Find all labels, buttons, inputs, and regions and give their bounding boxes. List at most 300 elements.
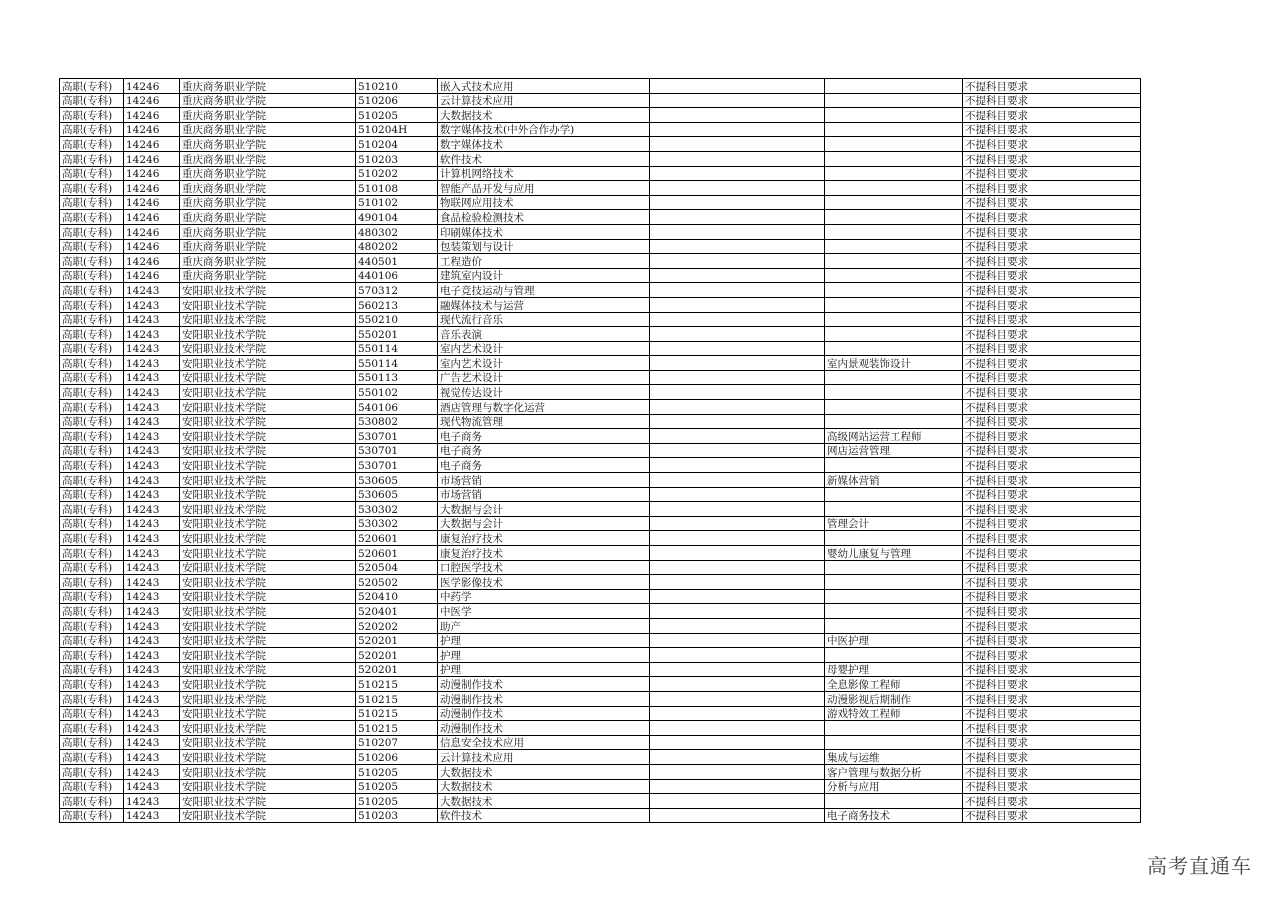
- level-cell: 高职(专科): [60, 108, 124, 123]
- level-cell: 高职(专科): [60, 400, 124, 415]
- major-name-cell: 医学影像技术: [438, 575, 650, 590]
- direction-cell: [825, 794, 963, 809]
- note-cell: [650, 297, 825, 312]
- direction-cell: 集成与运维: [825, 750, 963, 765]
- table-row: [60, 458, 1141, 473]
- school-code-cell: 14243: [124, 764, 180, 779]
- major-code-cell: 520410: [356, 589, 438, 604]
- admission-table: [59, 78, 1141, 823]
- major-name-cell: 康复治疗技术: [438, 531, 650, 546]
- table-row: [60, 385, 1141, 400]
- note-cell: [650, 443, 825, 458]
- direction-cell: [825, 151, 963, 166]
- school-name-cell: 安阳职业技术学院: [180, 779, 356, 794]
- table-row: [60, 137, 1141, 152]
- major-name-cell: 大数据与会计: [438, 502, 650, 517]
- school-code-cell: 14243: [124, 502, 180, 517]
- table-row: [60, 648, 1141, 663]
- major-name-cell: 大数据技术: [438, 764, 650, 779]
- major-code-cell: 550102: [356, 385, 438, 400]
- table-row: [60, 254, 1141, 269]
- level-cell: 高职(专科): [60, 808, 124, 823]
- school-code-cell: 14243: [124, 458, 180, 473]
- school-name-cell: 安阳职业技术学院: [180, 618, 356, 633]
- subject-requirement-cell: 不提科目要求: [963, 779, 1141, 794]
- direction-cell: [825, 502, 963, 517]
- note-cell: [650, 400, 825, 415]
- note-cell: [650, 764, 825, 779]
- major-code-cell: 530701: [356, 458, 438, 473]
- table-row: [60, 122, 1141, 137]
- school-name-cell: 安阳职业技术学院: [180, 735, 356, 750]
- level-cell: 高职(专科): [60, 794, 124, 809]
- direction-cell: 室内景观装饰设计: [825, 356, 963, 371]
- level-cell: 高职(专科): [60, 648, 124, 663]
- table-row: [60, 618, 1141, 633]
- school-name-cell: 重庆商务职业学院: [180, 108, 356, 123]
- table-row: [60, 108, 1141, 123]
- major-code-cell: 510210: [356, 79, 438, 94]
- table-row: [60, 677, 1141, 692]
- school-name-cell: 安阳职业技术学院: [180, 764, 356, 779]
- major-name-cell: 数字媒体技术: [438, 137, 650, 152]
- level-cell: 高职(专科): [60, 691, 124, 706]
- direction-cell: [825, 93, 963, 108]
- note-cell: [650, 458, 825, 473]
- major-code-cell: 540106: [356, 400, 438, 415]
- level-cell: 高职(专科): [60, 385, 124, 400]
- school-name-cell: 安阳职业技术学院: [180, 429, 356, 444]
- school-name-cell: 安阳职业技术学院: [180, 531, 356, 546]
- school-code-cell: 14243: [124, 546, 180, 561]
- major-code-cell: 520504: [356, 560, 438, 575]
- school-name-cell: 安阳职业技术学院: [180, 385, 356, 400]
- level-cell: 高职(专科): [60, 531, 124, 546]
- table-row: [60, 93, 1141, 108]
- subject-requirement-cell: 不提科目要求: [963, 283, 1141, 298]
- note-cell: [650, 691, 825, 706]
- major-name-cell: 市场营销: [438, 473, 650, 488]
- subject-requirement-cell: 不提科目要求: [963, 531, 1141, 546]
- note-cell: [650, 706, 825, 721]
- level-cell: 高职(专科): [60, 166, 124, 181]
- school-code-cell: 14246: [124, 181, 180, 196]
- direction-cell: [825, 239, 963, 254]
- major-code-cell: 510215: [356, 706, 438, 721]
- table-row: [60, 400, 1141, 415]
- table-row: [60, 516, 1141, 531]
- major-code-cell: 550201: [356, 327, 438, 342]
- major-code-cell: 550113: [356, 370, 438, 385]
- table-row: [60, 429, 1141, 444]
- subject-requirement-cell: 不提科目要求: [963, 327, 1141, 342]
- direction-cell: [825, 181, 963, 196]
- table-row: [60, 297, 1141, 312]
- major-name-cell: 大数据技术: [438, 779, 650, 794]
- table-row: [60, 341, 1141, 356]
- direction-cell: [825, 195, 963, 210]
- subject-requirement-cell: 不提科目要求: [963, 750, 1141, 765]
- direction-cell: 电子商务技术: [825, 808, 963, 823]
- level-cell: 高职(专科): [60, 706, 124, 721]
- school-code-cell: 14243: [124, 648, 180, 663]
- major-code-cell: 510207: [356, 735, 438, 750]
- level-cell: 高职(专科): [60, 516, 124, 531]
- subject-requirement-cell: 不提科目要求: [963, 443, 1141, 458]
- subject-requirement-cell: 不提科目要求: [963, 575, 1141, 590]
- note-cell: [650, 151, 825, 166]
- major-name-cell: 信息安全技术应用: [438, 735, 650, 750]
- school-name-cell: 安阳职业技术学院: [180, 691, 356, 706]
- note-cell: [650, 239, 825, 254]
- level-cell: 高职(专科): [60, 137, 124, 152]
- major-code-cell: 440501: [356, 254, 438, 269]
- table-row: [60, 224, 1141, 239]
- school-code-cell: 14243: [124, 618, 180, 633]
- subject-requirement-cell: 不提科目要求: [963, 618, 1141, 633]
- subject-requirement-cell: 不提科目要求: [963, 385, 1141, 400]
- subject-requirement-cell: 不提科目要求: [963, 502, 1141, 517]
- major-code-cell: 510203: [356, 151, 438, 166]
- school-name-cell: 重庆商务职业学院: [180, 166, 356, 181]
- watermark-text: 高考直通车: [1147, 854, 1252, 878]
- major-code-cell: 520201: [356, 633, 438, 648]
- major-name-cell: 电子商务: [438, 429, 650, 444]
- major-code-cell: 520601: [356, 531, 438, 546]
- major-code-cell: 530802: [356, 414, 438, 429]
- direction-cell: [825, 254, 963, 269]
- school-name-cell: 安阳职业技术学院: [180, 443, 356, 458]
- subject-requirement-cell: 不提科目要求: [963, 181, 1141, 196]
- note-cell: [650, 502, 825, 517]
- direction-cell: [825, 210, 963, 225]
- subject-requirement-cell: 不提科目要求: [963, 429, 1141, 444]
- table-row: [60, 473, 1141, 488]
- school-code-cell: 14246: [124, 268, 180, 283]
- direction-cell: [825, 166, 963, 181]
- school-name-cell: 安阳职业技术学院: [180, 283, 356, 298]
- note-cell: [650, 648, 825, 663]
- major-code-cell: 520601: [356, 546, 438, 561]
- subject-requirement-cell: 不提科目要求: [963, 312, 1141, 327]
- direction-cell: 分析与应用: [825, 779, 963, 794]
- table-row: [60, 268, 1141, 283]
- level-cell: 高职(专科): [60, 414, 124, 429]
- note-cell: [650, 794, 825, 809]
- school-code-cell: 14243: [124, 297, 180, 312]
- major-code-cell: 520201: [356, 662, 438, 677]
- table-row: [60, 239, 1141, 254]
- direction-cell: [825, 648, 963, 663]
- table-row: [60, 779, 1141, 794]
- school-code-cell: 14243: [124, 589, 180, 604]
- school-code-cell: 14243: [124, 356, 180, 371]
- major-code-cell: 520502: [356, 575, 438, 590]
- school-name-cell: 安阳职业技术学院: [180, 750, 356, 765]
- major-name-cell: 云计算技术应用: [438, 93, 650, 108]
- major-code-cell: 510206: [356, 750, 438, 765]
- note-cell: [650, 195, 825, 210]
- school-name-cell: 安阳职业技术学院: [180, 341, 356, 356]
- major-code-cell: 510204: [356, 137, 438, 152]
- note-cell: [650, 429, 825, 444]
- table-row: [60, 560, 1141, 575]
- major-name-cell: 云计算技术应用: [438, 750, 650, 765]
- school-name-cell: 重庆商务职业学院: [180, 195, 356, 210]
- school-code-cell: 14246: [124, 239, 180, 254]
- school-name-cell: 安阳职业技术学院: [180, 458, 356, 473]
- table-row: [60, 706, 1141, 721]
- major-code-cell: 550114: [356, 356, 438, 371]
- level-cell: 高职(专科): [60, 210, 124, 225]
- direction-cell: 全息影像工程师: [825, 677, 963, 692]
- note-cell: [650, 166, 825, 181]
- subject-requirement-cell: 不提科目要求: [963, 414, 1141, 429]
- note-cell: [650, 575, 825, 590]
- major-name-cell: 食品检验检测技术: [438, 210, 650, 225]
- table-row: [60, 79, 1141, 94]
- note-cell: [650, 93, 825, 108]
- school-code-cell: 14246: [124, 137, 180, 152]
- major-code-cell: 510215: [356, 691, 438, 706]
- direction-cell: [825, 735, 963, 750]
- major-code-cell: 510205: [356, 794, 438, 809]
- direction-cell: [825, 589, 963, 604]
- note-cell: [650, 108, 825, 123]
- school-code-cell: 14243: [124, 575, 180, 590]
- major-name-cell: 大数据与会计: [438, 516, 650, 531]
- direction-cell: 游戏特效工程师: [825, 706, 963, 721]
- direction-cell: 网店运营管理: [825, 443, 963, 458]
- school-name-cell: 安阳职业技术学院: [180, 560, 356, 575]
- table-row: [60, 531, 1141, 546]
- major-code-cell: 440106: [356, 268, 438, 283]
- school-name-cell: 安阳职业技术学院: [180, 297, 356, 312]
- direction-cell: [825, 604, 963, 619]
- major-name-cell: 电子商务: [438, 443, 650, 458]
- subject-requirement-cell: 不提科目要求: [963, 93, 1141, 108]
- subject-requirement-cell: 不提科目要求: [963, 764, 1141, 779]
- major-name-cell: 护理: [438, 662, 650, 677]
- level-cell: 高职(专科): [60, 370, 124, 385]
- table-row: [60, 589, 1141, 604]
- major-code-cell: 520201: [356, 648, 438, 663]
- level-cell: 高职(专科): [60, 429, 124, 444]
- note-cell: [650, 531, 825, 546]
- school-name-cell: 重庆商务职业学院: [180, 79, 356, 94]
- school-name-cell: 安阳职业技术学院: [180, 808, 356, 823]
- note-cell: [650, 341, 825, 356]
- direction-cell: [825, 341, 963, 356]
- subject-requirement-cell: 不提科目要求: [963, 691, 1141, 706]
- subject-requirement-cell: 不提科目要求: [963, 516, 1141, 531]
- note-cell: [650, 487, 825, 502]
- direction-cell: 母婴护理: [825, 662, 963, 677]
- level-cell: 高职(专科): [60, 297, 124, 312]
- table-row: [60, 575, 1141, 590]
- level-cell: 高职(专科): [60, 181, 124, 196]
- major-code-cell: 530605: [356, 487, 438, 502]
- major-name-cell: 护理: [438, 648, 650, 663]
- note-cell: [650, 604, 825, 619]
- major-code-cell: 510205: [356, 779, 438, 794]
- table-body: [60, 79, 1141, 823]
- major-name-cell: 动漫制作技术: [438, 721, 650, 736]
- level-cell: 高职(专科): [60, 239, 124, 254]
- major-name-cell: 动漫制作技术: [438, 706, 650, 721]
- major-name-cell: 动漫制作技术: [438, 691, 650, 706]
- level-cell: 高职(专科): [60, 458, 124, 473]
- table-row: [60, 487, 1141, 502]
- school-code-cell: 14246: [124, 108, 180, 123]
- major-code-cell: 560213: [356, 297, 438, 312]
- note-cell: [650, 283, 825, 298]
- direction-cell: [825, 137, 963, 152]
- direction-cell: [825, 618, 963, 633]
- major-name-cell: 室内艺术设计: [438, 341, 650, 356]
- school-name-cell: 安阳职业技术学院: [180, 677, 356, 692]
- major-code-cell: 530302: [356, 516, 438, 531]
- major-name-cell: 电子竞技运动与管理: [438, 283, 650, 298]
- note-cell: [650, 618, 825, 633]
- table-row: [60, 327, 1141, 342]
- major-name-cell: 嵌入式技术应用: [438, 79, 650, 94]
- direction-cell: [825, 297, 963, 312]
- subject-requirement-cell: 不提科目要求: [963, 239, 1141, 254]
- school-name-cell: 安阳职业技术学院: [180, 662, 356, 677]
- major-name-cell: 融媒体技术与运营: [438, 297, 650, 312]
- major-code-cell: 570312: [356, 283, 438, 298]
- level-cell: 高职(专科): [60, 575, 124, 590]
- major-name-cell: 现代物流管理: [438, 414, 650, 429]
- level-cell: 高职(专科): [60, 79, 124, 94]
- subject-requirement-cell: 不提科目要求: [963, 297, 1141, 312]
- school-name-cell: 安阳职业技术学院: [180, 604, 356, 619]
- table-row: [60, 195, 1141, 210]
- direction-cell: 婴幼儿康复与管理: [825, 546, 963, 561]
- subject-requirement-cell: 不提科目要求: [963, 356, 1141, 371]
- school-name-cell: 重庆商务职业学院: [180, 151, 356, 166]
- school-name-cell: 重庆商务职业学院: [180, 239, 356, 254]
- major-name-cell: 康复治疗技术: [438, 546, 650, 561]
- school-name-cell: 重庆商务职业学院: [180, 181, 356, 196]
- school-code-cell: 14243: [124, 779, 180, 794]
- subject-requirement-cell: 不提科目要求: [963, 546, 1141, 561]
- direction-cell: [825, 327, 963, 342]
- school-code-cell: 14243: [124, 385, 180, 400]
- note-cell: [650, 356, 825, 371]
- table-row: [60, 502, 1141, 517]
- level-cell: 高职(专科): [60, 224, 124, 239]
- major-name-cell: 酒店管理与数字化运营: [438, 400, 650, 415]
- subject-requirement-cell: 不提科目要求: [963, 633, 1141, 648]
- major-code-cell: 510102: [356, 195, 438, 210]
- major-name-cell: 中药学: [438, 589, 650, 604]
- note-cell: [650, 662, 825, 677]
- major-name-cell: 助产: [438, 618, 650, 633]
- subject-requirement-cell: 不提科目要求: [963, 677, 1141, 692]
- direction-cell: 动漫影视后期制作: [825, 691, 963, 706]
- subject-requirement-cell: 不提科目要求: [963, 473, 1141, 488]
- major-name-cell: 视觉传达设计: [438, 385, 650, 400]
- table-row: [60, 283, 1141, 298]
- major-code-cell: 510202: [356, 166, 438, 181]
- direction-cell: [825, 400, 963, 415]
- school-code-cell: 14243: [124, 735, 180, 750]
- direction-cell: [825, 414, 963, 429]
- note-cell: [650, 633, 825, 648]
- major-code-cell: 510204H: [356, 122, 438, 137]
- school-code-cell: 14243: [124, 327, 180, 342]
- school-name-cell: 安阳职业技术学院: [180, 575, 356, 590]
- direction-cell: [825, 108, 963, 123]
- major-code-cell: 530605: [356, 473, 438, 488]
- direction-cell: 高级网站运营工程师: [825, 429, 963, 444]
- subject-requirement-cell: 不提科目要求: [963, 648, 1141, 663]
- note-cell: [650, 181, 825, 196]
- school-code-cell: 14243: [124, 560, 180, 575]
- school-code-cell: 14246: [124, 122, 180, 137]
- school-name-cell: 安阳职业技术学院: [180, 589, 356, 604]
- table-row: [60, 604, 1141, 619]
- note-cell: [650, 589, 825, 604]
- level-cell: 高职(专科): [60, 268, 124, 283]
- school-name-cell: 安阳职业技术学院: [180, 473, 356, 488]
- major-code-cell: 510205: [356, 764, 438, 779]
- level-cell: 高职(专科): [60, 604, 124, 619]
- note-cell: [650, 268, 825, 283]
- subject-requirement-cell: 不提科目要求: [963, 808, 1141, 823]
- school-name-cell: 安阳职业技术学院: [180, 502, 356, 517]
- school-code-cell: 14243: [124, 662, 180, 677]
- direction-cell: [825, 575, 963, 590]
- school-name-cell: 重庆商务职业学院: [180, 137, 356, 152]
- major-code-cell: 510215: [356, 677, 438, 692]
- major-name-cell: 印刷媒体技术: [438, 224, 650, 239]
- major-code-cell: 510205: [356, 108, 438, 123]
- note-cell: [650, 385, 825, 400]
- level-cell: 高职(专科): [60, 618, 124, 633]
- note-cell: [650, 808, 825, 823]
- school-code-cell: 14243: [124, 691, 180, 706]
- subject-requirement-cell: 不提科目要求: [963, 794, 1141, 809]
- major-code-cell: 490104: [356, 210, 438, 225]
- level-cell: 高职(专科): [60, 560, 124, 575]
- school-code-cell: 14243: [124, 604, 180, 619]
- school-name-cell: 重庆商务职业学院: [180, 254, 356, 269]
- level-cell: 高职(专科): [60, 151, 124, 166]
- subject-requirement-cell: 不提科目要求: [963, 166, 1141, 181]
- table-row: [60, 443, 1141, 458]
- school-name-cell: 安阳职业技术学院: [180, 706, 356, 721]
- note-cell: [650, 473, 825, 488]
- major-code-cell: 550114: [356, 341, 438, 356]
- note-cell: [650, 137, 825, 152]
- school-code-cell: 14243: [124, 677, 180, 692]
- school-name-cell: 安阳职业技术学院: [180, 546, 356, 561]
- subject-requirement-cell: 不提科目要求: [963, 458, 1141, 473]
- direction-cell: 客户管理与数据分析: [825, 764, 963, 779]
- school-code-cell: 14246: [124, 195, 180, 210]
- school-code-cell: 14246: [124, 79, 180, 94]
- subject-requirement-cell: 不提科目要求: [963, 268, 1141, 283]
- note-cell: [650, 327, 825, 342]
- school-name-cell: 安阳职业技术学院: [180, 400, 356, 415]
- table-row: [60, 166, 1141, 181]
- level-cell: 高职(专科): [60, 283, 124, 298]
- direction-cell: [825, 458, 963, 473]
- note-cell: [650, 546, 825, 561]
